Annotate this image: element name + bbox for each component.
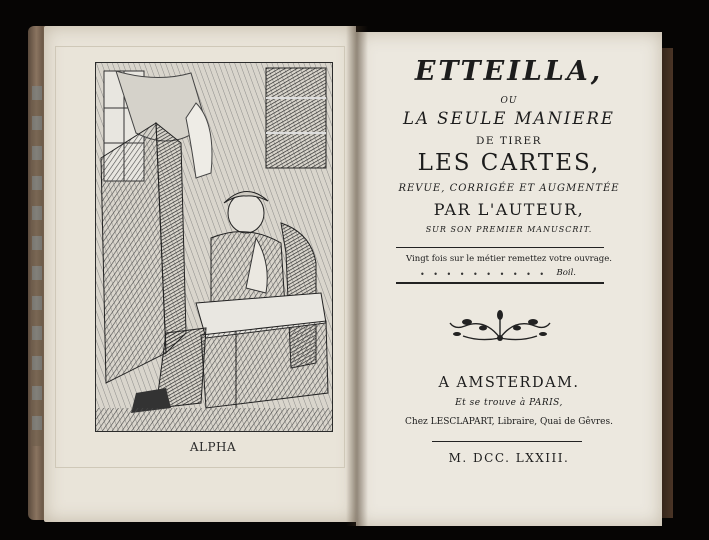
engraving-illustration [96, 63, 332, 431]
title: ETTEILLA, [414, 56, 604, 87]
imprint-rule [432, 441, 582, 442]
les-cartes: LES CARTES, [417, 150, 601, 176]
imprint-date: M. DCC. LXXIII. [448, 451, 570, 465]
epigraph-dots: • • • • • • • • • • [420, 270, 548, 279]
rule-bottom [396, 282, 604, 284]
imprint-publisher: Chez LESCLAPART, Libraire, Quai de Gêvres. [405, 417, 613, 427]
imprint-city: A AMSTERDAM. [438, 375, 580, 391]
rule-top [396, 247, 604, 248]
imprint-paris: Et se trouve à PARIS, [455, 398, 563, 408]
frontispiece-caption: ALPHA [189, 440, 237, 454]
frontispiece-engraving [95, 62, 333, 432]
floral-ornament-icon [445, 308, 555, 348]
epigraph-author: Boil. [556, 268, 576, 278]
de-tirer: DE TIRER [475, 135, 543, 147]
epigraph: Vingt fois sur le métier remettez votre ouvrage. [406, 254, 612, 264]
manuscrit-line: SUR SON PREMIER MANUSCRIT. [425, 225, 593, 234]
subtitle: LA SEULE MANIERE [403, 109, 615, 128]
par-auteur: PAR L'AUTEUR, [433, 200, 585, 219]
title-ou: OU [500, 96, 518, 106]
book-gutter [346, 26, 368, 526]
revue-line: REVUE, CORRIGÉE ET AUGMENTÉE [398, 183, 620, 194]
